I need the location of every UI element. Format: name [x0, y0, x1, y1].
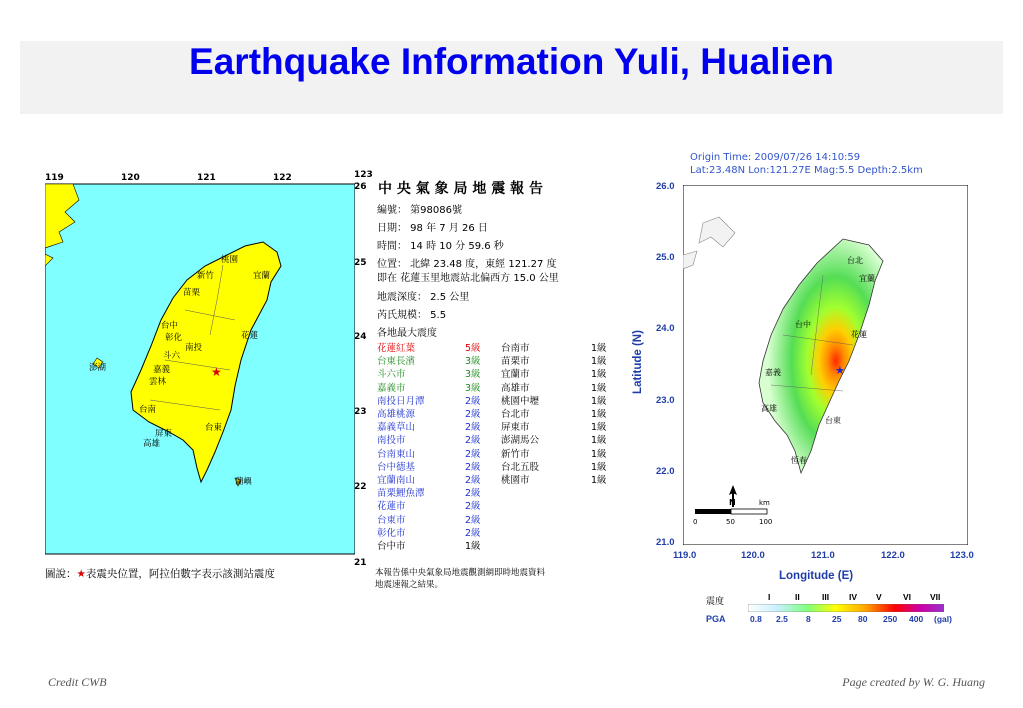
place-label: 台北: [847, 256, 863, 265]
station-level: 2級: [465, 448, 481, 460]
lat-tick: 23: [354, 407, 367, 417]
intensity-level: III: [822, 592, 830, 602]
intensity-level: I: [768, 592, 771, 602]
lat-tick: 26.0: [656, 181, 675, 192]
report-heading: 中 央 氣 象 局 地 震 報 告: [378, 181, 543, 197]
title-banner: [20, 41, 1003, 114]
place-label: 台中: [161, 321, 179, 331]
intensity-color-bar: [748, 604, 944, 612]
scale-unit: km: [759, 499, 770, 507]
station-level: 2級: [465, 501, 481, 513]
place-label: 花蓮: [851, 330, 867, 339]
intensity-heading: 各地最大震度: [377, 328, 437, 339]
place-label: 高雄: [143, 439, 161, 449]
station-name: 苗栗鯉魚潭: [377, 488, 425, 500]
pga-value: 8: [806, 614, 811, 624]
lon-tick: 119.0: [673, 550, 697, 561]
station-name: 台南東山: [377, 448, 416, 460]
epicenter-star-icon: ★: [211, 365, 222, 379]
intensity-level: VI: [903, 592, 912, 602]
lon-tick: 121.0: [811, 550, 835, 561]
report-time: 時間： 14 時 10 分 59.6 秒: [377, 241, 504, 252]
station-level: 1級: [591, 343, 607, 354]
intensity-level: VII: [930, 592, 941, 602]
place-label: 雲林: [149, 377, 167, 387]
station-name: 彰化市: [377, 527, 406, 539]
station-level: 2級: [465, 475, 481, 486]
lat-tick: 21: [354, 558, 367, 568]
place-label: 桃園: [221, 255, 239, 265]
station-level: 5級: [465, 343, 481, 354]
station-level: 2級: [465, 395, 481, 407]
place-label: 宜蘭: [253, 271, 271, 281]
lon-tick: 119: [45, 173, 64, 183]
lat-tick: 22.0: [656, 466, 675, 477]
report-number: 編號： 第98086號: [377, 205, 462, 216]
place-label: 澎湖: [89, 363, 107, 373]
place-label: 花蓮: [241, 331, 259, 341]
station-name: 苗栗市: [501, 356, 530, 368]
station-name: 台中德基: [377, 461, 416, 473]
lat-tick: 24: [354, 332, 367, 342]
pga-label: PGA: [706, 614, 726, 624]
place-label: 高雄: [761, 404, 777, 413]
station-name: 台中市: [377, 541, 406, 552]
pga-value: 400: [909, 614, 924, 624]
station-name: 屏東市: [501, 422, 530, 434]
legend-prefix: 圖說：: [45, 568, 77, 580]
report-magnitude: 芮氏規模： 5.5: [377, 310, 447, 321]
station-level: 2級: [465, 409, 481, 420]
station-name: 桃園市: [501, 475, 530, 486]
station-name: 宜蘭南山: [377, 475, 416, 486]
pga-value: (gal): [934, 614, 952, 624]
station-level: 1級: [591, 461, 607, 473]
station-name: 南投日月潭: [377, 395, 425, 407]
lon-tick: 120: [121, 173, 140, 183]
station-name: 嘉義市: [377, 382, 406, 394]
place-label: 嘉義: [765, 368, 781, 377]
station-name: 花蓮紅葉: [377, 343, 416, 354]
station-name: 台東市: [377, 514, 406, 526]
author-text: Page created by W. G. Huang: [842, 675, 985, 689]
station-level: 1級: [591, 475, 607, 486]
station-name: 嘉義草山: [377, 422, 416, 434]
place-label: 恆春: [791, 456, 807, 465]
event-parameters: Lat:23.48N Lon:121.27E Mag:5.5 Depth:2.5km: [690, 165, 923, 176]
legend-text: 表震央位置，阿拉伯數字表示該測站震度: [85, 568, 275, 580]
pga-value: 250: [883, 614, 898, 624]
intensity-level: IV: [849, 592, 858, 602]
pga-value: 0.8: [750, 614, 762, 624]
lat-tick: 24.0: [656, 323, 675, 334]
taiwan-intensity-map: [45, 170, 355, 570]
scale-label: 50: [726, 518, 735, 526]
station-name: 台東長濱: [377, 356, 416, 368]
lat-tick: 26: [354, 182, 367, 192]
station-level: 3級: [465, 382, 481, 394]
place-label: 台南: [139, 405, 157, 415]
station-name: 斗六市: [377, 369, 406, 381]
place-label: 苗栗: [183, 288, 201, 298]
report-footnote-2: 地震速報之結果。: [375, 580, 444, 590]
pga-value: 80: [858, 614, 868, 624]
lon-tick: 121: [197, 173, 216, 183]
lon-tick: 123.0: [950, 550, 974, 561]
report-location: 位置： 北緯 23.48 度，東經 121.27 度: [377, 259, 557, 270]
x-axis-label: Longitude (E): [779, 570, 854, 582]
intensity-label: 震度: [706, 596, 725, 606]
station-name: 南投市: [377, 435, 406, 447]
lat-tick: 23.0: [656, 395, 675, 406]
station-name: 桃園中壢: [501, 395, 540, 407]
station-level: 2級: [465, 488, 481, 500]
station-name: 澎湖馬公: [501, 435, 540, 447]
place-label: 台中: [795, 320, 811, 329]
report-date: 日期： 98 年 7 月 26 日: [377, 223, 488, 234]
scale-label: 100: [759, 518, 773, 526]
lon-tick: 122.0: [881, 550, 905, 561]
origin-time: Origin Time: 2009/07/26 14:10:59: [690, 152, 861, 163]
station-level: 2級: [465, 461, 481, 473]
station-level: 1級: [591, 448, 607, 460]
place-label: 台東: [825, 416, 841, 425]
place-label: 彰化: [165, 333, 183, 343]
lon-tick: 120.0: [741, 550, 765, 561]
station-level: 1級: [591, 395, 607, 407]
station-level: 2級: [465, 435, 481, 447]
left-map-legend: [45, 566, 275, 581]
station-level: 1級: [465, 541, 481, 552]
place-label: 宜蘭: [859, 274, 875, 283]
pga-value: 2.5: [776, 614, 788, 624]
place-label: 斗六: [163, 351, 181, 361]
pga-shakemap: [683, 185, 968, 545]
station-level: 1級: [591, 382, 607, 394]
place-label: 南投: [185, 343, 203, 353]
place-label: 新竹: [197, 271, 215, 281]
place-label: 屏東: [155, 429, 173, 439]
station-level: 1級: [591, 409, 607, 420]
report-depth: 地震深度： 2.5 公里: [377, 292, 470, 303]
lon-tick: 122: [273, 173, 292, 183]
page-title: Earthquake Information Yuli, Hualien: [189, 41, 834, 82]
pga-value: 25: [832, 614, 842, 624]
place-label: 嘉義: [153, 365, 171, 375]
station-name: 高雄市: [501, 382, 530, 394]
report-location-detail: 即在 花蓮玉里地震站北偏西方 15.0 公里: [377, 273, 559, 284]
station-level: 3級: [465, 369, 481, 381]
scale-bar: [695, 509, 731, 514]
station-level: 1級: [591, 369, 607, 381]
epicenter-star-icon: ★: [835, 364, 845, 377]
lat-tick: 25.0: [656, 252, 675, 263]
station-level: 2級: [465, 527, 481, 539]
lon-tick: 123: [354, 170, 373, 180]
credit-text: Credit CWB: [48, 675, 107, 689]
star-icon: ★: [76, 568, 86, 580]
station-level: 2級: [465, 514, 481, 526]
earthquake-report: [345, 170, 620, 590]
y-axis-label: Latitude (N): [632, 330, 644, 394]
station-name: 宜蘭市: [501, 369, 530, 381]
report-footnote: 本報告係中央氣象局地震觀測網即時地震資料: [375, 568, 546, 578]
scale-label: 0: [693, 518, 698, 526]
station-name: 高雄桃源: [377, 409, 416, 420]
station-level: 2級: [465, 422, 481, 434]
place-label: 蘭嶼: [235, 477, 253, 487]
station-level: 3級: [465, 356, 481, 368]
station-name: 新竹市: [501, 448, 530, 460]
lat-tick: 21.0: [656, 537, 675, 548]
north-label: N: [729, 498, 736, 507]
station-name: 花蓮市: [377, 501, 406, 513]
station-level: 1級: [591, 356, 607, 368]
station-name: 台北五股: [501, 461, 540, 473]
lat-tick: 25: [354, 258, 367, 268]
intensity-level: II: [795, 592, 800, 602]
intensity-level: V: [876, 592, 882, 602]
place-label: 台東: [205, 423, 223, 433]
station-name: 台北市: [501, 409, 530, 420]
lat-tick: 22: [354, 482, 367, 492]
station-level: 1級: [591, 435, 607, 447]
station-level: 1級: [591, 422, 607, 434]
station-name: 台南市: [501, 343, 530, 354]
